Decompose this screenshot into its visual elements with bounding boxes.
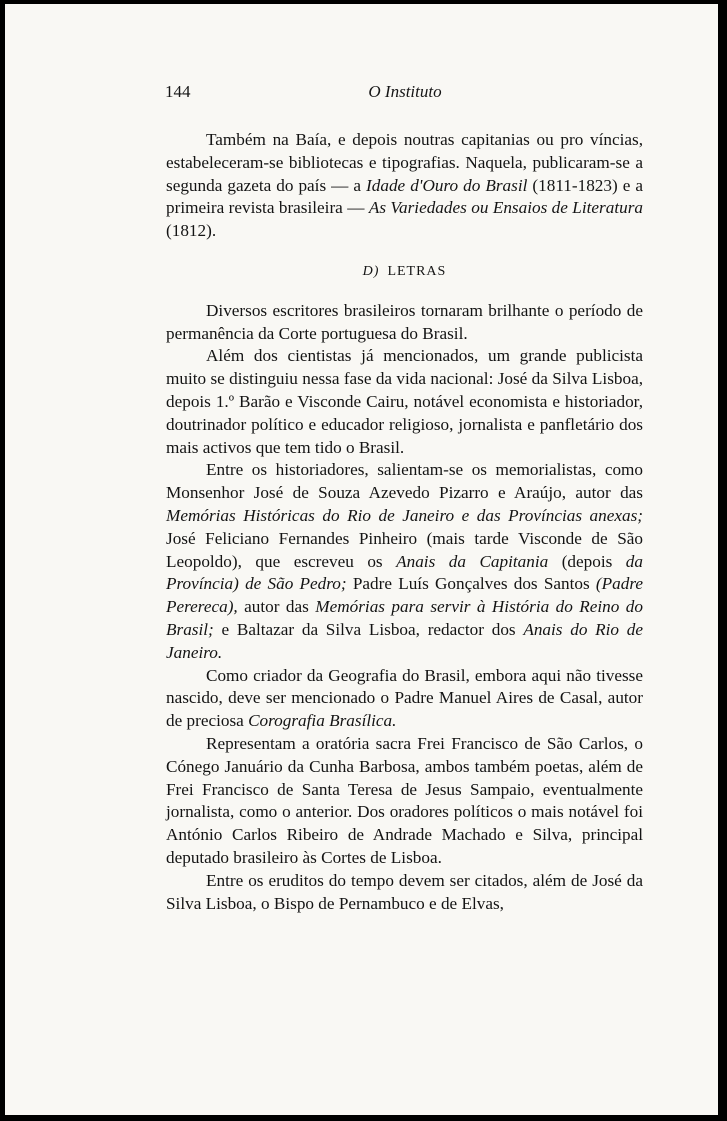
paragraph-escritores: Diversos escritores brasileiros tornaram brilhante o período de permanência da Corte portuguesa do Brasil. xyxy=(166,300,643,343)
running-title: O Instituto xyxy=(368,82,442,101)
paragraph-oratoria: Representam a oratória sacra Frei Francisco de São Carlos, o Cónego Januário da Cunha Barbosa, ambos também poetas, além de Frei Francisco de Santa Teresa de Jesus Sampaio, eventualmente jornalista, como o anterior. Dos oradores políticos o mais notável foi António Carlos Ribeiro de Andrade Machado e Silva, principal deputado brasileiro às Cortes de Lisboa. xyxy=(166,733,643,867)
paragraph-cientistas: Além dos cientistas já mencionados, um grande publicista muito se distinguiu nessa fase da vida nacional: José da Silva Lisboa, depois 1.º Barão e Visconde Cairu, notável economista e historiador, doutrinador político e educador religioso, jornalista e panfletário dos mais activos que tem tido o Brasil. xyxy=(166,346,643,457)
page-header xyxy=(165,82,645,106)
page-number: 144 xyxy=(165,82,191,101)
section-heading xyxy=(166,261,643,284)
book-page xyxy=(5,4,718,1115)
paragraph-geografia: Como criador da Geografia do Brasil, embora aqui não tivesse nascido, deve ser mencionado o Padre Manuel Aires de Casal, autor de preciosa Corografia Brasílica. xyxy=(166,665,643,731)
section-title: LETRAS xyxy=(387,263,447,279)
paragraph-bahia-libraries: Também na Baía, e depois noutras capitanias ou pro víncias, estabeleceram-se bibliotecas e tipografias. Naquela, publicaram-se a segunda gazeta do país — a Idade d'Ouro do Brasil (1811-1823) e a primeira revista brasileira — As Variedades ou Ensaios de Literatura (1812). xyxy=(166,130,644,241)
paragraph-historiadores: Entre os historiadores, salientam-se os memorialistas, como Monsenhor José de Souza Azevedo Pizarro e Araújo, autor das Memórias Históricas do Rio de Janeiro e das Províncias anexas; José Feliciano Fernandes Pinheiro (mais tarde Visconde de São Leopoldo), que escreveu os Anais da Capitania (depois da Província) de São Pedro; Padre Luís Gonçalves dos Santos (Padre Perereca), autor das Memórias para servir à História do Reino do Brasil; e Baltazar da Silva Lisboa, redactor dos Anais do Rio de Janeiro. xyxy=(166,460,643,662)
body-text xyxy=(166,129,643,915)
paragraph-eruditos: Entre os eruditos do tempo devem ser citados, além de José da Silva Lisboa, o Bispo de Pernambuco e de Elvas, xyxy=(166,870,643,913)
title-variedades: As Variedades ou Ensaios de Literatura xyxy=(368,198,643,218)
section-letter: D) xyxy=(362,263,380,279)
title-idade-douro: Idade d'Ouro do Brasil xyxy=(366,175,528,195)
